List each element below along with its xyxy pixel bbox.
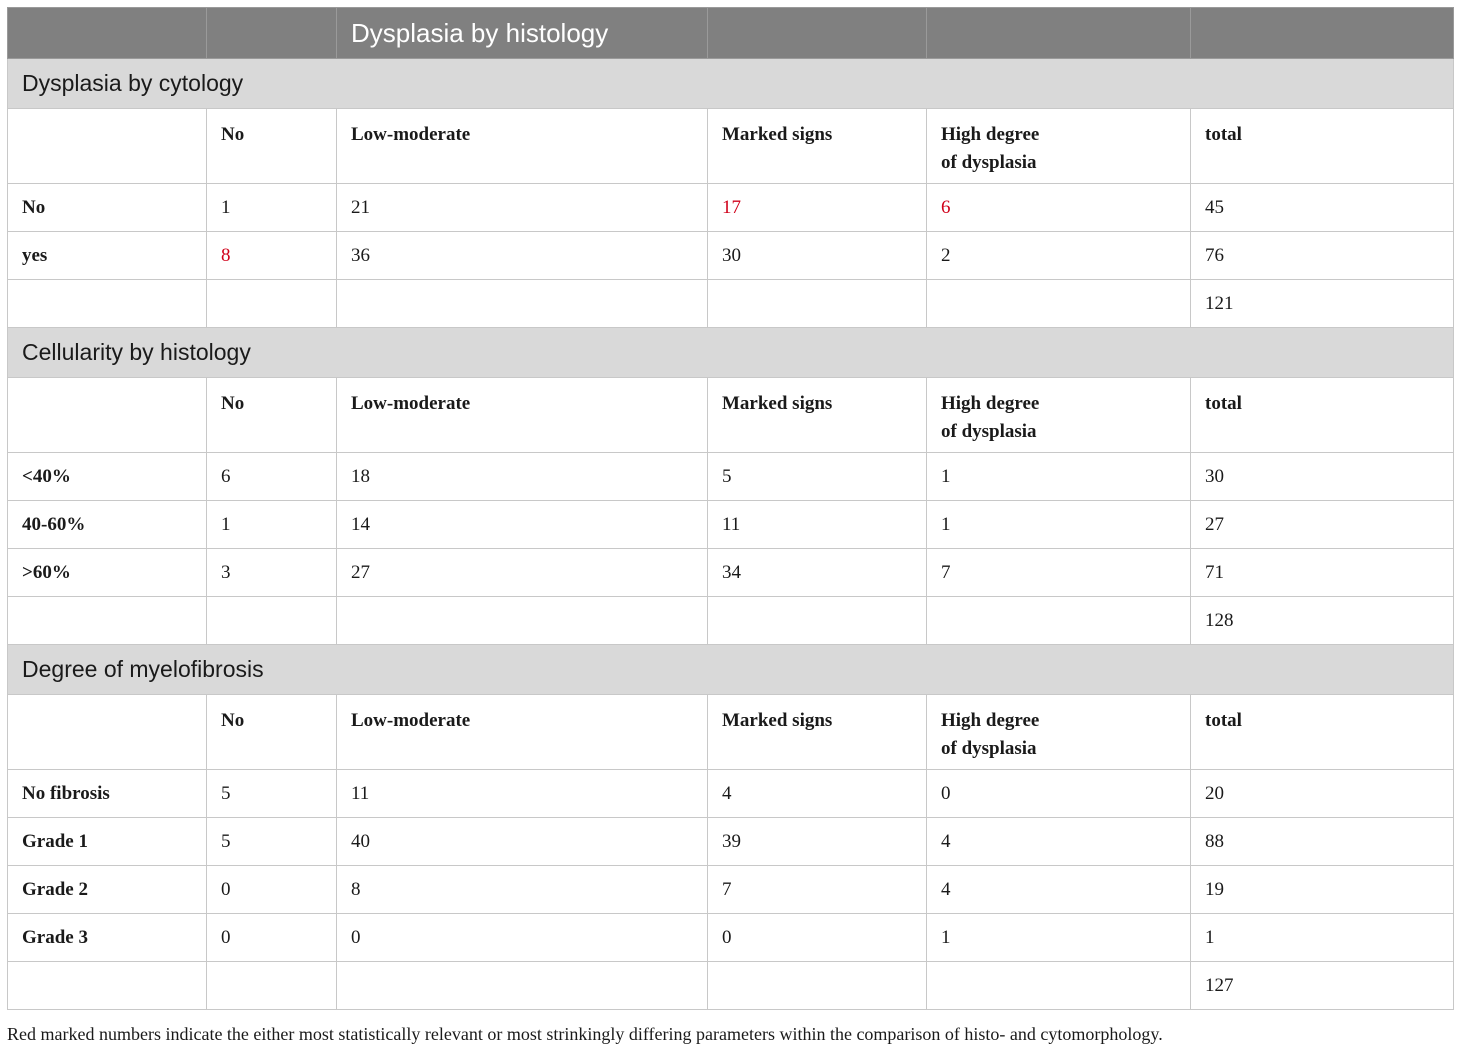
table-cell: 0 [927, 770, 1191, 818]
table-cell: 19 [1191, 866, 1454, 914]
table-cell: 0 [337, 914, 708, 962]
table-cell: 2 [927, 232, 1191, 280]
table-row [8, 866, 1454, 914]
table-cell: 5 [708, 453, 927, 501]
table-cell [337, 597, 708, 645]
total-row [8, 962, 1454, 1010]
table-cell: 45 [1191, 184, 1454, 232]
table-cell: 4 [708, 770, 927, 818]
col-header-total: total [1191, 695, 1454, 770]
table-cell [207, 962, 337, 1010]
section-title: Degree of myelofibrosis [8, 645, 1454, 695]
table-cell: 20 [1191, 770, 1454, 818]
table-cell [708, 597, 927, 645]
table-cell [337, 962, 708, 1010]
table-cell: 1 [927, 914, 1191, 962]
row-label: Grade 3 [8, 914, 207, 962]
table-cell: 7 [708, 866, 927, 914]
table-cell: 71 [1191, 549, 1454, 597]
table-cell: 4 [927, 818, 1191, 866]
table-cell: 40 [337, 818, 708, 866]
data-table-container [7, 7, 1453, 1010]
table-cell: 7 [927, 549, 1191, 597]
total-cell: 128 [1191, 597, 1454, 645]
table-cell: 21 [337, 184, 708, 232]
table-cell: 0 [207, 914, 337, 962]
col-header-marked-signs: Marked signs [708, 695, 927, 770]
data-table [7, 7, 1454, 1010]
table-cell: 5 [207, 818, 337, 866]
table-title-row [8, 8, 1454, 59]
section-title: Cellularity by histology [8, 328, 1454, 378]
table-cell: 27 [1191, 501, 1454, 549]
table-cell [337, 280, 708, 328]
table-cell: 34 [708, 549, 927, 597]
table-cell [708, 280, 927, 328]
total-cell: 127 [1191, 962, 1454, 1010]
table-cell: 1 [1191, 914, 1454, 962]
table-row [8, 501, 1454, 549]
table-row [8, 184, 1454, 232]
row-label [8, 962, 207, 1010]
col-header-low-moderate: Low-moderate [337, 695, 708, 770]
section-header [8, 59, 1454, 109]
col-header-high-degree: High degree of dysplasia [927, 378, 1191, 453]
table-cell [927, 597, 1191, 645]
row-label [8, 597, 207, 645]
row-label: Grade 2 [8, 866, 207, 914]
table-cell: 1 [927, 453, 1191, 501]
row-label: >60% [8, 549, 207, 597]
table-footnote: Red marked numbers indicate the either most statistically relevant or most strinkingly differing parameters within the comparison of histo- and cytomorphology. [7, 1024, 1163, 1044]
table-row [8, 453, 1454, 501]
row-label: No fibrosis [8, 770, 207, 818]
col-header-no: No [207, 378, 337, 453]
table-row [8, 914, 1454, 962]
table-cell [927, 280, 1191, 328]
table-cell: 14 [337, 501, 708, 549]
column-header-row [8, 695, 1454, 770]
table-cell [207, 280, 337, 328]
table-cell [927, 962, 1191, 1010]
table-row [8, 232, 1454, 280]
table-cell: 4 [927, 866, 1191, 914]
table-cell: 8 [337, 866, 708, 914]
column-header-row [8, 109, 1454, 184]
col-header-marked-signs: Marked signs [708, 109, 927, 184]
col-header-high-degree: High degree of dysplasia [927, 695, 1191, 770]
highlighted-cell: 8 [207, 232, 337, 280]
row-label [8, 280, 207, 328]
col-header-total: total [1191, 378, 1454, 453]
table-cell: 88 [1191, 818, 1454, 866]
col-header-no: No [207, 109, 337, 184]
table-row [8, 818, 1454, 866]
table-cell: 1 [927, 501, 1191, 549]
total-row [8, 597, 1454, 645]
table-cell: 6 [207, 453, 337, 501]
table-cell: 11 [337, 770, 708, 818]
row-label: 40-60% [8, 501, 207, 549]
table-cell: 11 [708, 501, 927, 549]
col-header-marked-signs: Marked signs [708, 378, 927, 453]
table-cell: 30 [708, 232, 927, 280]
table-cell: 36 [337, 232, 708, 280]
col-header-low-moderate: Low-moderate [337, 378, 708, 453]
col-header-high-degree: High degree of dysplasia [927, 109, 1191, 184]
table-cell: 39 [708, 818, 927, 866]
section-title: Dysplasia by cytology [8, 59, 1454, 109]
total-cell: 121 [1191, 280, 1454, 328]
section-header [8, 328, 1454, 378]
table-cell: 3 [207, 549, 337, 597]
table-row [8, 549, 1454, 597]
table-cell: 5 [207, 770, 337, 818]
section-header [8, 645, 1454, 695]
table-cell: 27 [337, 549, 708, 597]
table-cell [708, 962, 927, 1010]
table-row [8, 770, 1454, 818]
row-label: <40% [8, 453, 207, 501]
row-label: No [8, 184, 207, 232]
table-cell: 30 [1191, 453, 1454, 501]
row-label: Grade 1 [8, 818, 207, 866]
highlighted-cell: 17 [708, 184, 927, 232]
table-cell: 0 [708, 914, 927, 962]
table-cell: 1 [207, 184, 337, 232]
table-cell: 0 [207, 866, 337, 914]
table-cell: 1 [207, 501, 337, 549]
total-row [8, 280, 1454, 328]
row-label: yes [8, 232, 207, 280]
table-cell [207, 597, 337, 645]
table-title: Dysplasia by histology [337, 8, 708, 59]
table-cell: 76 [1191, 232, 1454, 280]
col-header-total: total [1191, 109, 1454, 184]
highlighted-cell: 6 [927, 184, 1191, 232]
column-header-row [8, 378, 1454, 453]
table-cell: 18 [337, 453, 708, 501]
col-header-no: No [207, 695, 337, 770]
col-header-low-moderate: Low-moderate [337, 109, 708, 184]
